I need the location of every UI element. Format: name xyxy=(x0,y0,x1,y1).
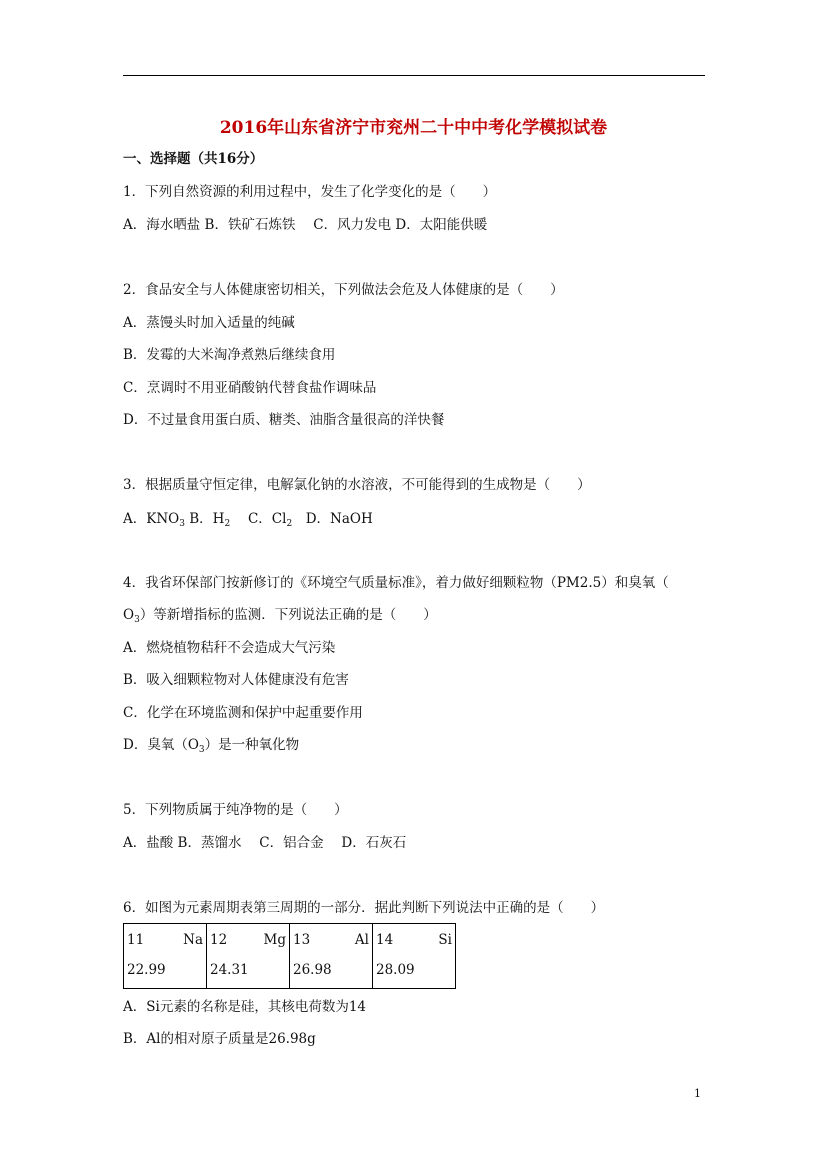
question-3-stem: 3．根据质量守恒定律，电解氯化钠的水溶液，不可能得到的生成物是（ ） xyxy=(123,477,591,493)
element-cell xyxy=(124,924,207,989)
atomic-number: 11 xyxy=(127,932,145,948)
element-cell xyxy=(207,924,290,989)
periodic-table-fragment xyxy=(123,923,456,989)
atomic-mass: 28.09 xyxy=(376,962,415,978)
page-number: 1 xyxy=(694,1087,701,1100)
element-symbol: Si xyxy=(438,932,452,948)
question-2-option-a: A．蒸馒头时加入适量的纯碱 xyxy=(123,315,295,331)
question-4-option-a: A．燃烧植物秸秆不会造成大气污染 xyxy=(123,640,336,656)
element-cell xyxy=(290,924,373,989)
question-5-options: A．盐酸 B．蒸馏水 C．铝合金 D．石灰石 xyxy=(123,835,407,851)
question-5-stem: 5．下列物质属于纯净物的是（ ） xyxy=(123,802,348,818)
element-symbol: Na xyxy=(183,932,203,948)
question-1-options: A．海水晒盐 B．铁矿石炼铁 C．风力发电 D．太阳能供暖 xyxy=(123,217,488,233)
atomic-number: 12 xyxy=(210,932,228,948)
question-2-stem: 2．食品安全与人体健康密切相关，下列做法会危及人体健康的是（ ） xyxy=(123,282,564,298)
page-title: 2016年山东省济宁市兖州二十中中考化学模拟试卷 xyxy=(219,118,608,138)
atomic-mass: 24.31 xyxy=(210,962,249,978)
question-6-option-b: B．Al的相对原子质量是26.98g xyxy=(123,1031,316,1047)
atomic-number: 13 xyxy=(293,932,311,948)
question-1-stem: 1．下列自然资源的利用过程中，发生了化学变化的是（ ） xyxy=(123,184,497,200)
header-rule xyxy=(123,75,705,76)
question-3-options: A．$KNO_3$ B．$H_2$ C．$Cl_2$ D．NaOH xyxy=(123,511,373,529)
element-symbol: Mg xyxy=(263,932,286,948)
atomic-mass: 26.98 xyxy=(293,962,332,978)
question-6-option-a: A．Si元素的名称是硅，其核电荷数为14 xyxy=(123,999,366,1015)
question-2-option-c: C．烹调时不用亚硝酸钠代替食盐作调味品 xyxy=(123,380,377,396)
question-6-stem: 6．如图为元素周期表第三周期的一部分．据此判断下列说法中正确的是（ ） xyxy=(123,900,605,916)
question-2-option-b: B．发霉的大米淘净煮熟后继续食用 xyxy=(123,347,336,363)
section-heading: 一、选择题（共16分） xyxy=(123,151,264,167)
question-4-option-b: B．吸入细颗粒物对人体健康没有危害 xyxy=(123,672,349,688)
atomic-number: 14 xyxy=(376,932,394,948)
element-cell xyxy=(373,924,456,989)
atomic-mass: 22.99 xyxy=(127,962,166,978)
question-4-option-c: C．化学在环境监测和保护中起重要作用 xyxy=(123,705,363,721)
element-symbol: Al xyxy=(354,932,369,948)
question-4-stem-line2: $O_3$）等新增指标的监测．下列说法正确的是（ ） xyxy=(123,607,437,625)
question-4-option-d: D．臭氧$(O_3)$是一种氧化物 xyxy=(123,737,300,755)
question-2-option-d: D．不过量食用蛋白质、糖类、油脂含量很高的洋快餐 xyxy=(123,412,445,428)
question-4-stem-line1: 4．我省环保部门按新修订的《环境空气质量标准》，着力做好细颗粒物（PM2.5）和臭氧（ xyxy=(123,575,669,591)
